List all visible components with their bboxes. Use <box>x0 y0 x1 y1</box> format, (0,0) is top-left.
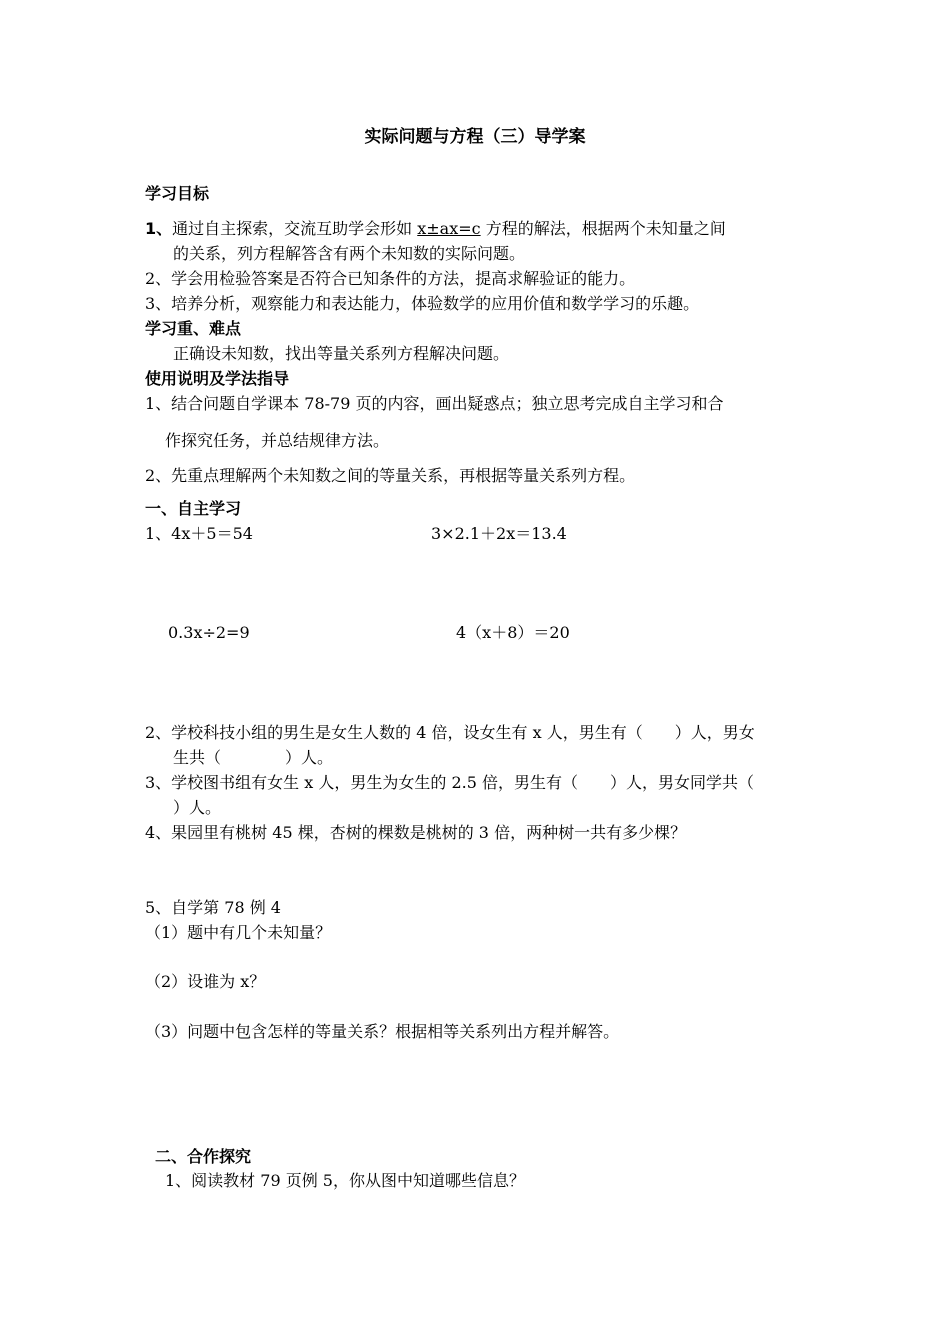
objective-item-1-text-b: 方程的解法，根据两个未知量之间 <box>485 219 726 238</box>
equation-4: 4（x＋8）＝20 <box>456 623 570 642</box>
equation-1: 1、4x＋5＝54 <box>145 524 253 543</box>
objective-item-1 <box>145 218 726 240</box>
question-5-part-3: （3）问题中包含怎样的等量关系？根据相等关系列出方程并解答。 <box>145 1022 620 1041</box>
objective-item-1-formula: x±ax=c <box>417 219 481 238</box>
instruction-item-1: 1、结合问题自学课本 78-79 页的内容，画出疑惑点；独立思考完成自主学习和合 <box>145 394 724 413</box>
self-study-heading: 一、自主学习 <box>145 499 242 518</box>
question-5: 5、自学第 78 例 4 <box>145 898 281 917</box>
equation-2: 3×2.1＋2x＝13.4 <box>431 524 567 543</box>
instructions-heading: 使用说明及学法指导 <box>145 369 290 388</box>
objective-item-1-number: 1、 <box>145 219 173 238</box>
key-points-heading: 学习重、难点 <box>145 319 242 338</box>
objectives-heading: 学习目标 <box>145 184 210 203</box>
objective-item-1-cont: 的关系，列方程解答含有两个未知数的实际问题。 <box>173 244 526 263</box>
cooperation-heading: 二、合作探究 <box>155 1147 252 1166</box>
instruction-item-2: 2、先重点理解两个未知数之间的等量关系，再根据等量关系列方程。 <box>145 466 636 485</box>
question-5-part-2: （2）设谁为 x？ <box>145 972 266 991</box>
key-points-text: 正确设未知数，找出等量关系列方程解决问题。 <box>173 344 510 363</box>
question-3: 3、学校图书组有女生 x 人，男生为女生的 2.5 倍，男生有（ ）人，男女同学共（ <box>145 773 754 792</box>
objective-item-3: 3、培养分析，观察能力和表达能力，体验数学的应用价值和数学学习的乐趣。 <box>145 294 700 313</box>
question-2-cont: 生共（ ）人。 <box>173 748 334 767</box>
objective-item-2: 2、学会用检验答案是否符合已知条件的方法，提高求解验证的能力。 <box>145 269 636 288</box>
objective-item-1-text-a: 通过自主探索，交流互助学会形如 <box>172 219 413 238</box>
question-5-part-1: （1）题中有几个未知量？ <box>145 923 332 942</box>
question-2: 2、学校科技小组的男生是女生人数的 4 倍，设女生有 x 人，男生有（ ）人，男女 <box>145 723 755 742</box>
question-3-cont: ）人。 <box>173 798 222 817</box>
instruction-item-1-cont: 作探究任务，并总结规律方法。 <box>165 431 390 450</box>
cooperation-question-1: 1、阅读教材 79 页例 5，你从图中知道哪些信息？ <box>165 1171 525 1190</box>
question-4: 4、果园里有桃树 45 棵，杏树的棵数是桃树的 3 倍，两种树一共有多少棵？ <box>145 823 687 842</box>
equation-3: 0.3x÷2=9 <box>168 623 250 642</box>
page-title: 实际问题与方程（三）导学案 <box>364 127 586 147</box>
